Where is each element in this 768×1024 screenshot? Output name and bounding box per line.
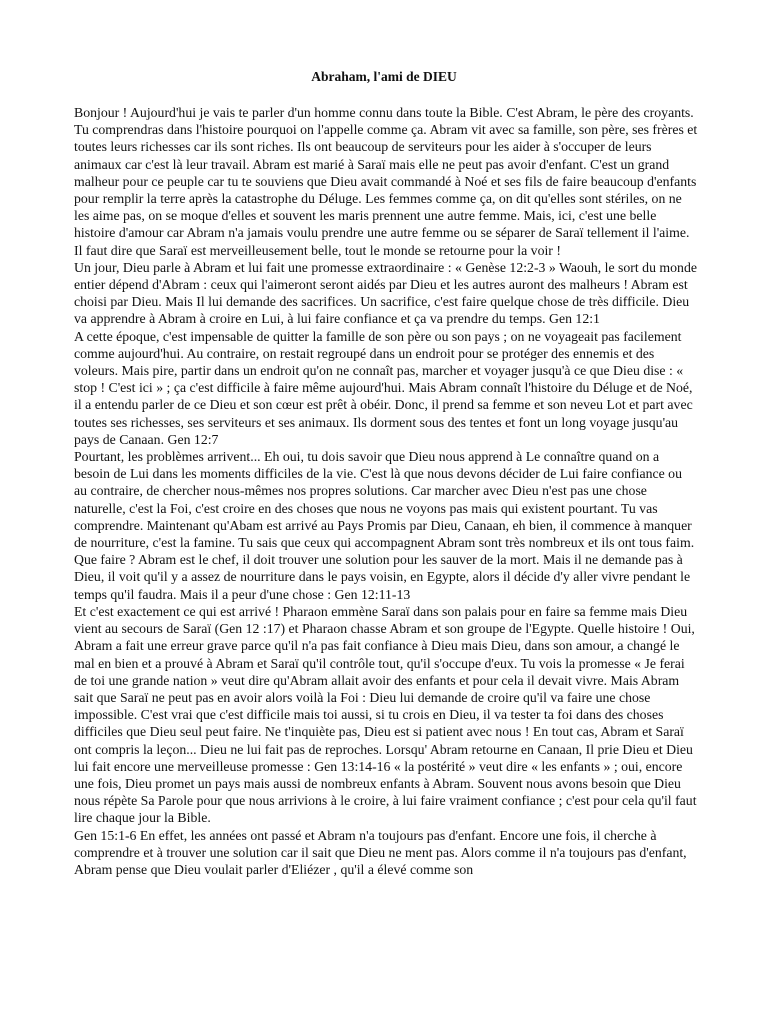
document-body bbox=[74, 104, 698, 878]
paragraph: Gen 15:1-6 En effet, les années ont passé et Abram n'a toujours pas d'enfant. Encore une fois, il cherche à comprendre et à trouver une solution car il sait que Dieu ne ment pas. Alors comme il n'a toujours pas d'enfant, Abram pense que Dieu voulait parler d'Eliézer , qu'il a élevé comme son bbox=[74, 827, 687, 877]
paragraph: Un jour, Dieu parle à Abram et lui fait une promesse extraordinaire : « Genèse 12:2-3 » Waouh, le sort du monde entier dépend d'Abram : ceux qui l'aimeront seront aidés par Dieu et les autres auront des malheurs ! Abram est choisi par Dieu. Mais Il lui demande des sacrifices. Un sacrifice, c'est faire quelque chose de très difficile. Dieu va apprendre à Abram à croire en Lui, à lui faire confiance et ça va prendre du temps. Gen 12:1 bbox=[74, 259, 697, 327]
paragraph: Bonjour ! Aujourd'hui je vais te parler d'un homme connu dans toute la Bible. C'est Abram, le père des croyants. Tu comprendras dans l'histoire pourquoi on l'appelle comme ça. Abram vit avec sa famille, son père, ses frères et toutes leurs richesses car ils sont riches. Ils ont beaucoup de serviteurs pour les aider à s'occuper de leurs animaux car c'est là leur travail. Abram est marié à Saraï mais elle ne peut pas avoir d'enfant. C'est un grand malheur pour ce peuple car tu te souviens que Dieu avait commandé à Noé et ses fils de faire beaucoup d'enfants pour remplir la terre après la catastrophe du Déluge. Les femmes comme ça, on dit qu'elles sont stériles, on ne les aime pas, on se moque d'elles et souvent les maris prennent une autre femme. Mais, ici, c'est une belle histoire d'amour car Abram n'a jamais voulu prendre une autre femme ou se séparer de Saraï tellement il l'aime. Il faut dire que Saraï est merveilleusement belle, tout le monde se retourne pour la voir ! bbox=[74, 105, 698, 258]
paragraph: A cette époque, c'est impensable de quitter la famille de son père ou son pays ; on ne voyageait pas facilement comme aujourd'hui. Au contraire, on restait regroupé dans un endroit pour se protéger des ennemis et des voleurs. Mais pire, partir dans un endroit qu'on ne connaît pas, marcher et voyager jusqu'à ce que Dieu dise : « stop ! C'est ici » ; ça c'est difficile à faire même aujourd'hui. Mais Abram connaît l'histoire du Déluge et de Noé, il a entendu parler de ce Dieu et son cœur est prêt à obéir. Donc, il prend sa femme et son neveu Lot et part avec toutes ses richesses, ses serviteurs et ses animaux. Ils dorment sous des tentes et font un long voyage jusqu'au pays de Canaan. Gen 12:7 bbox=[74, 328, 693, 447]
document-title: Abraham, l'ami de DIEU bbox=[311, 69, 457, 84]
paragraph: Et c'est exactement ce qui est arrivé ! Pharaon emmène Saraï dans son palais pour en faire sa femme mais Dieu vient au secours de Saraï (Gen 12 :17) et Pharaon chasse Abram et son groupe de l'Egypte. Quelle histoire ! Oui, Abram a fait une erreur grave parce qu'il n'a pas fait confiance à Dieu mais Dieu, dans son amour, a changé le mal en bien et a prouvé à Abram et Saraï qu'il contrôle tout, qu'il s'occupe d'eux. Tu vois la promesse « Je ferai de toi une grande nation » veut dire qu'Abram allait avoir des enfants et pour cela il devait vivre. Mais Abram sait que Saraï ne peut pas en avoir alors voilà la Foi : Dieu lui demande de croire qu'il va faire une chose impossible. C'est vrai que c'est difficile mais toi aussi, si tu crois en Dieu, il va tester ta foi dans des choses difficiles que Dieu seul peut faire. Ne t'inquiète pas, Dieu est si patient avec nous ! En tout cas, Abram et Saraï ont compris la leçon... Dieu ne lui fait pas de reproches. Lorsqu' Abram retourne en Canaan, Il prie Dieu et Dieu lui fait encore une merveilleuse promesse : Gen 13:14-16 « la postérité » veut dire « les enfants » ; oui, encore une fois, Dieu promet un pays mais aussi de nombreux enfants à Abram. Souvent nous avons besoin que Dieu nous répète Sa Parole pour que nous arrivions à le croire, à lui faire vraiment confiance ; c'est pour cela qu'il faut lire chaque jour la Bible. bbox=[74, 603, 697, 826]
paragraph: Pourtant, les problèmes arrivent... Eh oui, tu dois savoir que Dieu nous apprend à Le connaître quand on a besoin de Lui dans les moments difficiles de la vie. C'est là que nous devons décider de Lui faire confiance ou au contraire, de chercher nous-mêmes nos propres solutions. Car marcher avec Dieu n'est pas une chose naturelle, c'est la Foi, c'est croire en des choses que nous ne voyons pas mais qui existent pourtant. Tu vas comprendre. Maintenant qu'Abam est arrivé au Pays Promis par Dieu, Canaan, eh bien, il commence à manquer de nourriture, c'est la famine. Tu sais que ceux qui accompagnent Abram sont très nombreux et ils ont tous faim. Que faire ? Abram est le chef, il doit trouver une solution pour les sauver de la mort. Mais il ne demande pas à Dieu, il voit qu'il y a assez de nourriture dans le pays voisin, en Egypte, alors il décide d'y aller vivre pendant le temps qu'il faudra. Mais il a peur d'une chose : Gen 12:11-13 bbox=[74, 449, 695, 602]
